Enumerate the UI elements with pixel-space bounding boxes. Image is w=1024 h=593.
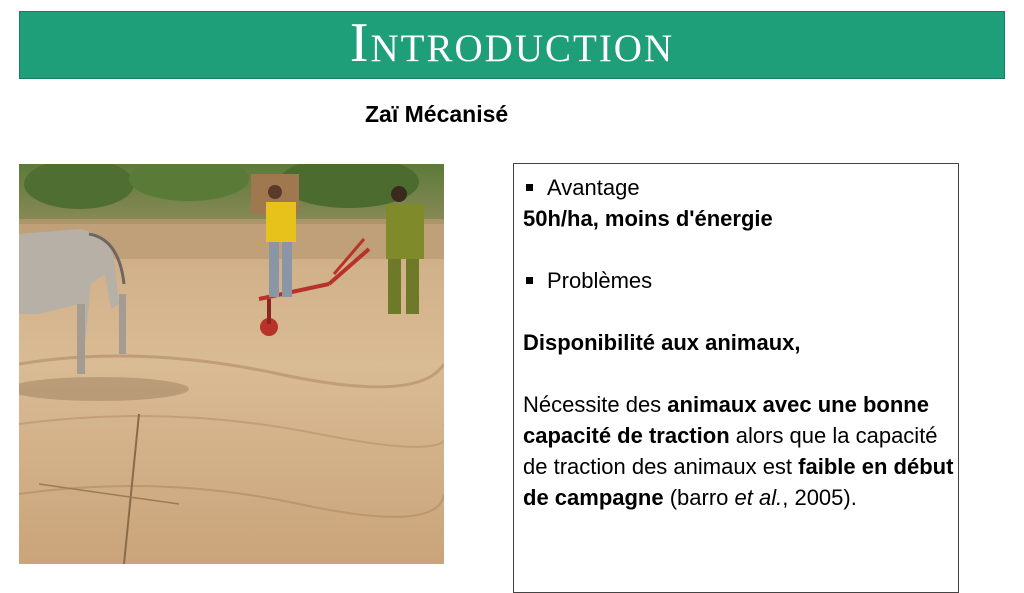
- para-text: (barro: [663, 485, 735, 510]
- para-text: Nécessite des: [523, 392, 668, 417]
- para-text: , 2005).: [782, 485, 857, 510]
- title-bar: [19, 11, 1005, 79]
- problem-paragraph: [523, 389, 958, 513]
- bullet-problemes: [523, 265, 958, 296]
- bullet-square-icon: [526, 184, 533, 191]
- para-text: alors que la capacité de traction des animaux est: [523, 423, 938, 479]
- content-box: [513, 163, 959, 593]
- para-italic: et al.: [734, 485, 783, 510]
- slide-title: Introduction: [349, 12, 675, 74]
- bullet-square-icon: [526, 277, 533, 284]
- field-photo: [19, 164, 444, 564]
- bullet-label: Problèmes: [547, 268, 653, 293]
- problem-availability: Disponibilité aux animaux,: [523, 330, 801, 355]
- avantage-detail: 50h/ha, moins d'énergie: [523, 206, 773, 231]
- para-bold: animaux avec une bonne capacité de traction: [523, 392, 929, 448]
- para-bold: faible en début de campagne: [523, 454, 954, 510]
- bullet-avantage: [523, 172, 958, 203]
- slide-subtitle: Zaï Mécanisé: [365, 101, 509, 127]
- bullet-label: Avantage: [547, 175, 640, 200]
